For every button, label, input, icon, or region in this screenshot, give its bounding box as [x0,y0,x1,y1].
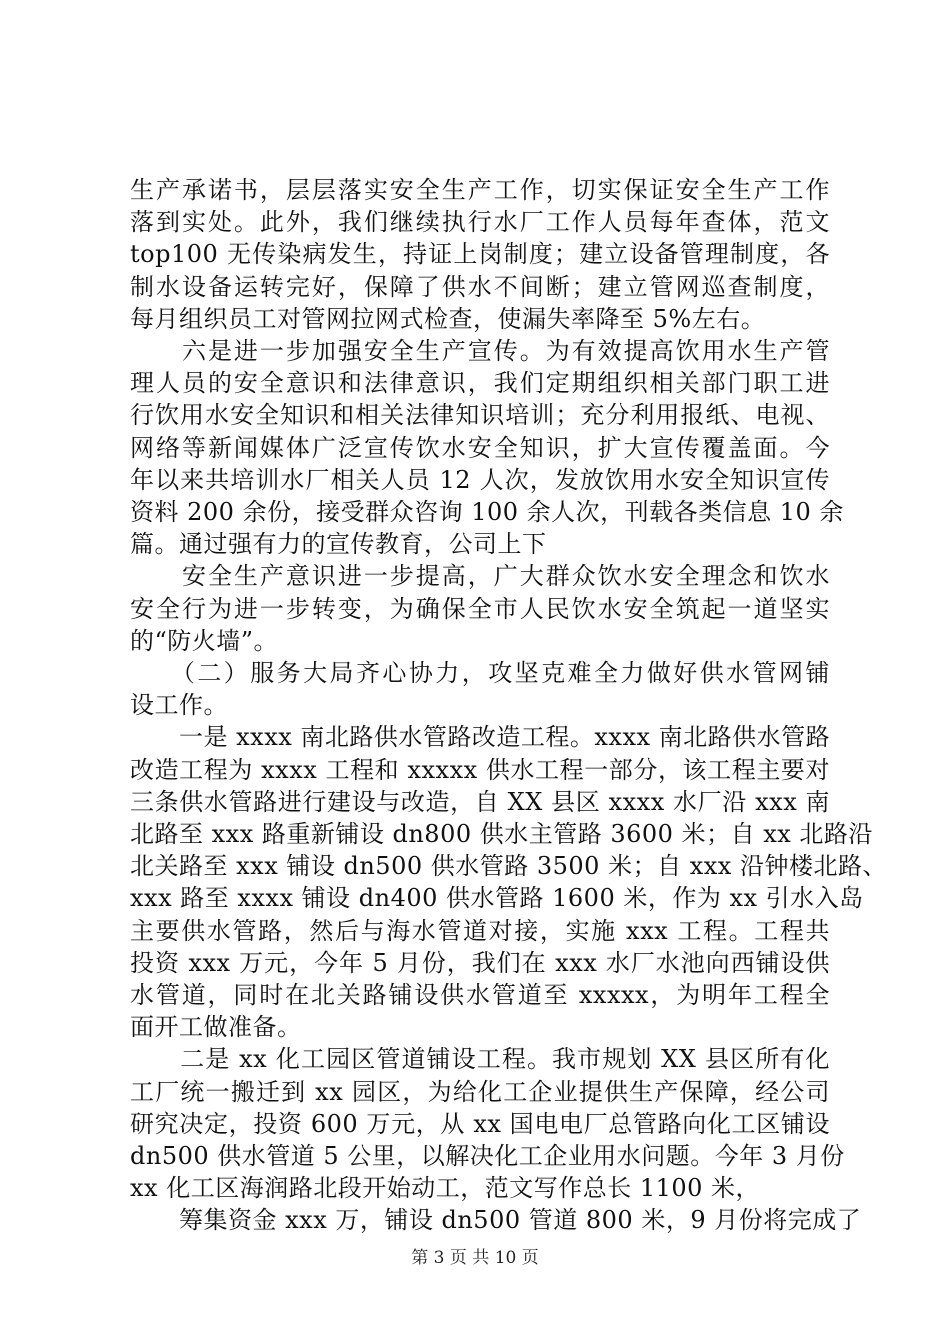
text-line: dn500 供水管道 5 公里，以解决化工企业用水问题。今年 3 月份 [130,1142,845,1170]
text-line: 网络等新闻媒体广泛宣传饮水安全知识，扩大宣传覆盖面。今 [130,433,830,462]
text-line: 行饮用水安全知识和相关法律知识培训；充分利用报纸、电视、 [130,401,830,430]
text-line: 研究决定，投资 600 万元，从 xx 国电电厂总管路向化工区铺设 [130,1109,830,1138]
text-line: 年以来共培训水厂相关人员 12 人次，发放饮用水安全知识宣传 [130,465,830,494]
page-footer: 第 3 页 共 10 页 [411,1248,539,1268]
text-line: 资料 200 余份，接受群众咨询 100 余人次，刊载各类信息 10 余 [130,498,844,526]
text-line: 水管道，同时在北关路铺设供水管道至 xxxxx，为明年工程全 [130,981,830,1009]
text-line: 投资 xxx 万元，今年 5 月份，我们在 xxx 水厂水池向西铺设供 [130,948,830,977]
text-line: 制水设备运转完好，保障了供水不间断；建立管网巡查制度， [130,272,830,301]
text-line: 改造工程为 xxxx 工程和 xxxxx 供水工程一部分，该工程主要对 [130,755,830,784]
text-line: xxx 路至 xxxx 铺设 dn400 供水管路 1600 米，作为 xx 引水入岛 [130,884,864,913]
text-line: xx 化工区海润路北段开始动工，范文写作总长 1100 米， [130,1174,761,1203]
text-line: 北关路至 xxx 铺设 dn500 供水管路 3500 米；自 xxx 沿钟楼北路、 [130,852,887,881]
text-line: 一是 xxxx 南北路供水管路改造工程。xxxx 南北路供水管路 [130,723,831,752]
text-line: 的“防火墙”。 [130,626,279,655]
text-line: 二是 xx 化工园区管道铺设工程。我市规划 XX 县区所有化 [130,1045,830,1074]
text-line: 每月组织员工对管网拉网式检查，使漏失率降至 5%左右。 [130,304,766,333]
text-line: 三条供水管路进行建设与改造，自 XX 县区 xxxx 水厂沿 xxx 南 [130,787,830,816]
text-line: 工厂统一搬迁到 xx 园区，为给化工企业提供生产保障，经公司 [130,1077,830,1106]
text-line: 生产承诺书，层层落实安全生产工作，切实保证安全生产工作 [130,176,830,204]
text-line: （二）服务大局齐心协力，攻坚克难全力做好供水管网铺 [130,659,830,687]
text-line: 设工作。 [130,691,228,720]
text-line: 面开工做准备。 [130,1013,302,1042]
text-line: 主要供水管路，然后与海水管道对接，实施 xxx 工程。工程共 [130,916,830,945]
text-line: 六是进一步加强安全生产宣传。为有效提高饮用水生产管 [130,337,830,365]
text-line: 筹集资金 xxx 万，铺设 dn500 管道 800 米，9 月份将完成了 [130,1206,862,1235]
text-line: 北路至 xxx 路重新铺设 dn800 供水主管路 3600 米；自 xx 北路沿 [130,820,873,848]
text-line: 篇。通过强有力的宣传教育，公司上下 [130,530,547,559]
text-line: 落到实处。此外，我们继续执行水厂工作人员每年查体，范文 [130,208,830,237]
text-line: 理人员的安全意识和法律意识，我们定期组织相关部门职工进 [130,369,830,398]
text-line: top100 无传染病发生，持证上岗制度；建立设备管理制度，各 [130,240,830,269]
text-line: 安全行为进一步转变，为确保全市人民饮水安全筑起一道坚实 [130,594,830,623]
text-line: 安全生产意识进一步提高，广大群众饮水安全理念和饮水 [130,562,830,591]
